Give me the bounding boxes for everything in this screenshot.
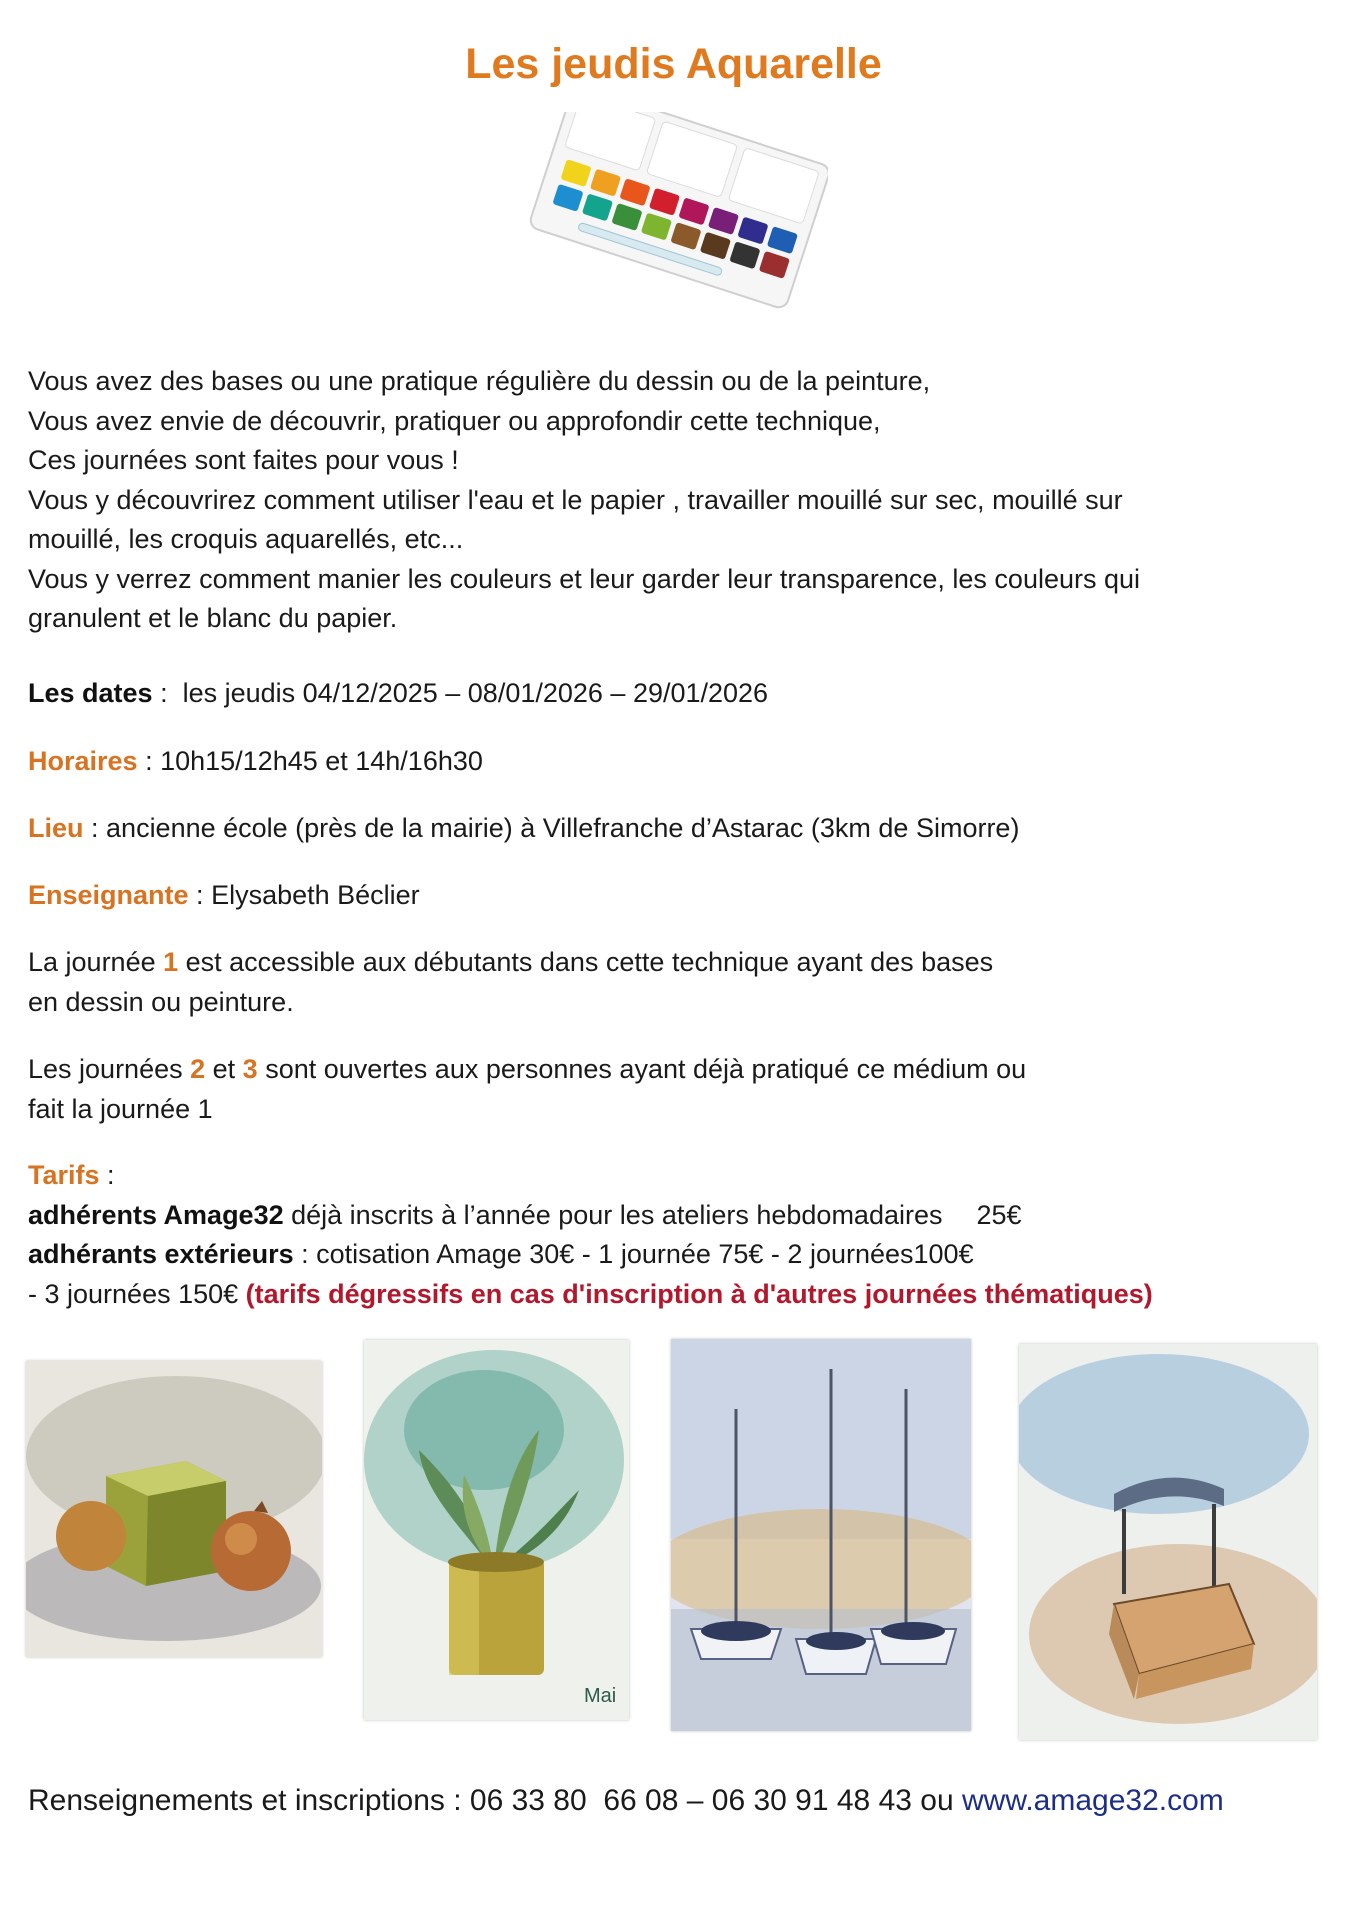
website-link[interactable]: www.amage32.com	[961, 1784, 1224, 1817]
journee23-pre: Les journées	[28, 1054, 191, 1084]
dates-label: Les dates	[28, 678, 153, 708]
intro-line: Vous avez des bases ou une pratique régulière du dessin ou de la peinture,	[28, 366, 931, 396]
journee1-post: est accessible aux débutants dans cette technique ayant des bases	[178, 947, 994, 977]
enseignante-line	[28, 876, 420, 916]
dates-line	[28, 674, 768, 714]
painting-signature: Mai	[584, 1685, 617, 1707]
dates-sep: :	[152, 678, 183, 708]
intro-text	[28, 362, 1318, 639]
footer-contact	[28, 1784, 1224, 1818]
intro-line: Ces journées sont faites pour vous !	[28, 445, 459, 475]
journee23-num1: 2	[190, 1054, 206, 1084]
dates-value: les jeudis 04/12/2025 – 08/01/2026 – 29/01/2026	[182, 678, 769, 708]
tarifs-exterieurs-label: adhérants extérieurs	[28, 1239, 294, 1269]
journee23-post: sont ouvertes aux personnes ayant déjà pratiqué ce médium ou	[257, 1054, 1027, 1084]
tarifs-adherents-label: adhérents Amage32	[28, 1199, 284, 1230]
footer-text: Renseignements et inscriptions : 06 33 80 66 08 – 06 30 91 48 43 ou	[28, 1784, 962, 1817]
lieu-line	[28, 809, 1019, 849]
lieu-label: Lieu	[28, 813, 84, 843]
journee23-paragraph	[28, 1050, 1228, 1129]
journee1-num: 1	[163, 947, 179, 977]
painting-plant-pot	[364, 1340, 629, 1720]
enseignante-value: Elysabeth Béclier	[211, 880, 420, 910]
tarifs-sep: :	[99, 1160, 115, 1190]
tarifs-adherents-price: 25€	[976, 1199, 1022, 1230]
tarifs-exterieurs-text: : cotisation Amage 30€ - 1 journée 75€ - 2 journées100€	[293, 1239, 974, 1269]
horaires-line	[28, 742, 483, 782]
painting-well	[1019, 1344, 1317, 1740]
tarifs-label: Tarifs	[28, 1160, 100, 1190]
intro-line: Vous y découvrirez comment utiliser l'eau et le papier , travailler mouillé sur sec, mouillé sur	[28, 484, 1123, 515]
journee23-line2: fait la journée 1	[28, 1093, 213, 1124]
journee23-mid: et	[205, 1054, 243, 1084]
intro-line: Vous avez envie de découvrir, pratiquer ou approfondir cette technique,	[28, 405, 881, 436]
horaires-value: 10h15/12h45 et 14h/16h30	[160, 746, 483, 776]
journee23-num2: 3	[242, 1054, 258, 1084]
lieu-sep: :	[83, 813, 107, 843]
page-title: Les jeudis Aquarelle	[465, 40, 882, 88]
journee1-line2: en dessin ou peinture.	[28, 986, 294, 1017]
journee1-paragraph	[28, 943, 1228, 1022]
tarifs-note: (tarifs dégressifs en cas d'inscription à d'autres journées thématiques)	[245, 1278, 1153, 1309]
intro-line: granulent et le blanc du papier.	[28, 603, 398, 633]
tarifs-adherents-text: déjà inscrits à l’année pour les ateliers hebdomadaires	[283, 1199, 943, 1230]
watercolor-palette-image	[528, 112, 828, 312]
enseignante-sep: :	[188, 880, 212, 910]
intro-line: mouillé, les croquis aquarellés, etc...	[28, 524, 464, 554]
intro-line: Vous y verrez comment manier les couleurs et leur garder leur transparence, les couleurs qui	[28, 563, 1141, 594]
horaires-label: Horaires	[28, 746, 138, 776]
painting-box-pomegranates	[26, 1361, 322, 1657]
tarifs-section	[28, 1156, 1328, 1314]
painting-sailboats	[671, 1339, 971, 1731]
tarifs-line3: - 3 journées 150€	[28, 1278, 246, 1309]
horaires-sep: :	[137, 746, 161, 776]
lieu-value: ancienne école (près de la mairie) à Villefranche d’Astarac (3km de Simorre)	[106, 813, 1020, 843]
enseignante-label: Enseignante	[28, 880, 189, 910]
journee1-pre: La journée	[28, 947, 164, 977]
